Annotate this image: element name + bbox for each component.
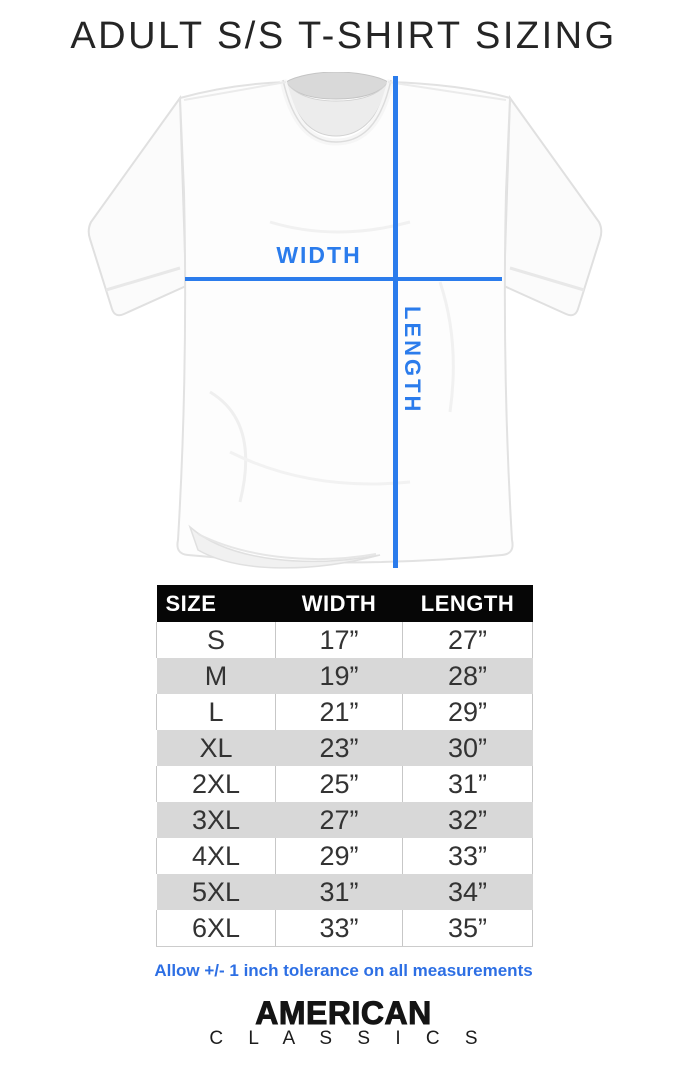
cell-length: 29” <box>403 694 533 730</box>
width-label: WIDTH <box>276 242 362 268</box>
length-measure-line <box>393 76 398 568</box>
cell-width: 31” <box>276 874 403 910</box>
cell-width: 19” <box>276 658 403 694</box>
cell-length: 27” <box>403 622 533 658</box>
brand-logo <box>0 995 687 1049</box>
cell-width: 25” <box>276 766 403 802</box>
cell-width: 23” <box>276 730 403 766</box>
table-row <box>157 694 533 730</box>
table-row <box>157 730 533 766</box>
cell-size: 4XL <box>157 838 276 874</box>
column-header-width: WIDTH <box>276 585 403 622</box>
cell-size: XL <box>157 730 276 766</box>
table-row <box>157 658 533 694</box>
cell-length: 35” <box>403 910 533 947</box>
cell-length: 34” <box>403 874 533 910</box>
length-label: LENGTH <box>400 306 425 415</box>
table-row <box>157 622 533 658</box>
cell-length: 32” <box>403 802 533 838</box>
column-header-length: LENGTH <box>403 585 533 622</box>
cell-size: 6XL <box>157 910 276 947</box>
cell-size: M <box>157 658 276 694</box>
page-title: ADULT S/S T-SHIRT SIZING <box>70 15 617 57</box>
cell-width: 21” <box>276 694 403 730</box>
cell-size: 3XL <box>157 802 276 838</box>
cell-width: 33” <box>276 910 403 947</box>
cell-size: S <box>157 622 276 658</box>
tolerance-note: Allow +/- 1 inch tolerance on all measurements <box>154 961 533 980</box>
table-row <box>157 838 533 874</box>
table-row <box>157 766 533 802</box>
brand-subname: C L A S S I C S <box>209 1028 488 1049</box>
width-measure-line <box>185 277 502 281</box>
table-row <box>157 802 533 838</box>
column-header-size: SIZE <box>157 585 276 622</box>
table-row <box>157 874 533 910</box>
cell-width: 17” <box>276 622 403 658</box>
cell-length: 30” <box>403 730 533 766</box>
tshirt-drawing <box>80 72 610 572</box>
size-table <box>156 585 533 947</box>
cell-width: 29” <box>276 838 403 874</box>
cell-length: 33” <box>403 838 533 874</box>
cell-size: 2XL <box>157 766 276 802</box>
cell-size: 5XL <box>157 874 276 910</box>
tshirt-illustration <box>80 72 610 572</box>
cell-width: 27” <box>276 802 403 838</box>
table-header-row <box>157 585 533 622</box>
cell-size: L <box>157 694 276 730</box>
cell-length: 28” <box>403 658 533 694</box>
brand-name: AMERICAN <box>255 995 432 1031</box>
table-row <box>157 910 533 947</box>
cell-length: 31” <box>403 766 533 802</box>
